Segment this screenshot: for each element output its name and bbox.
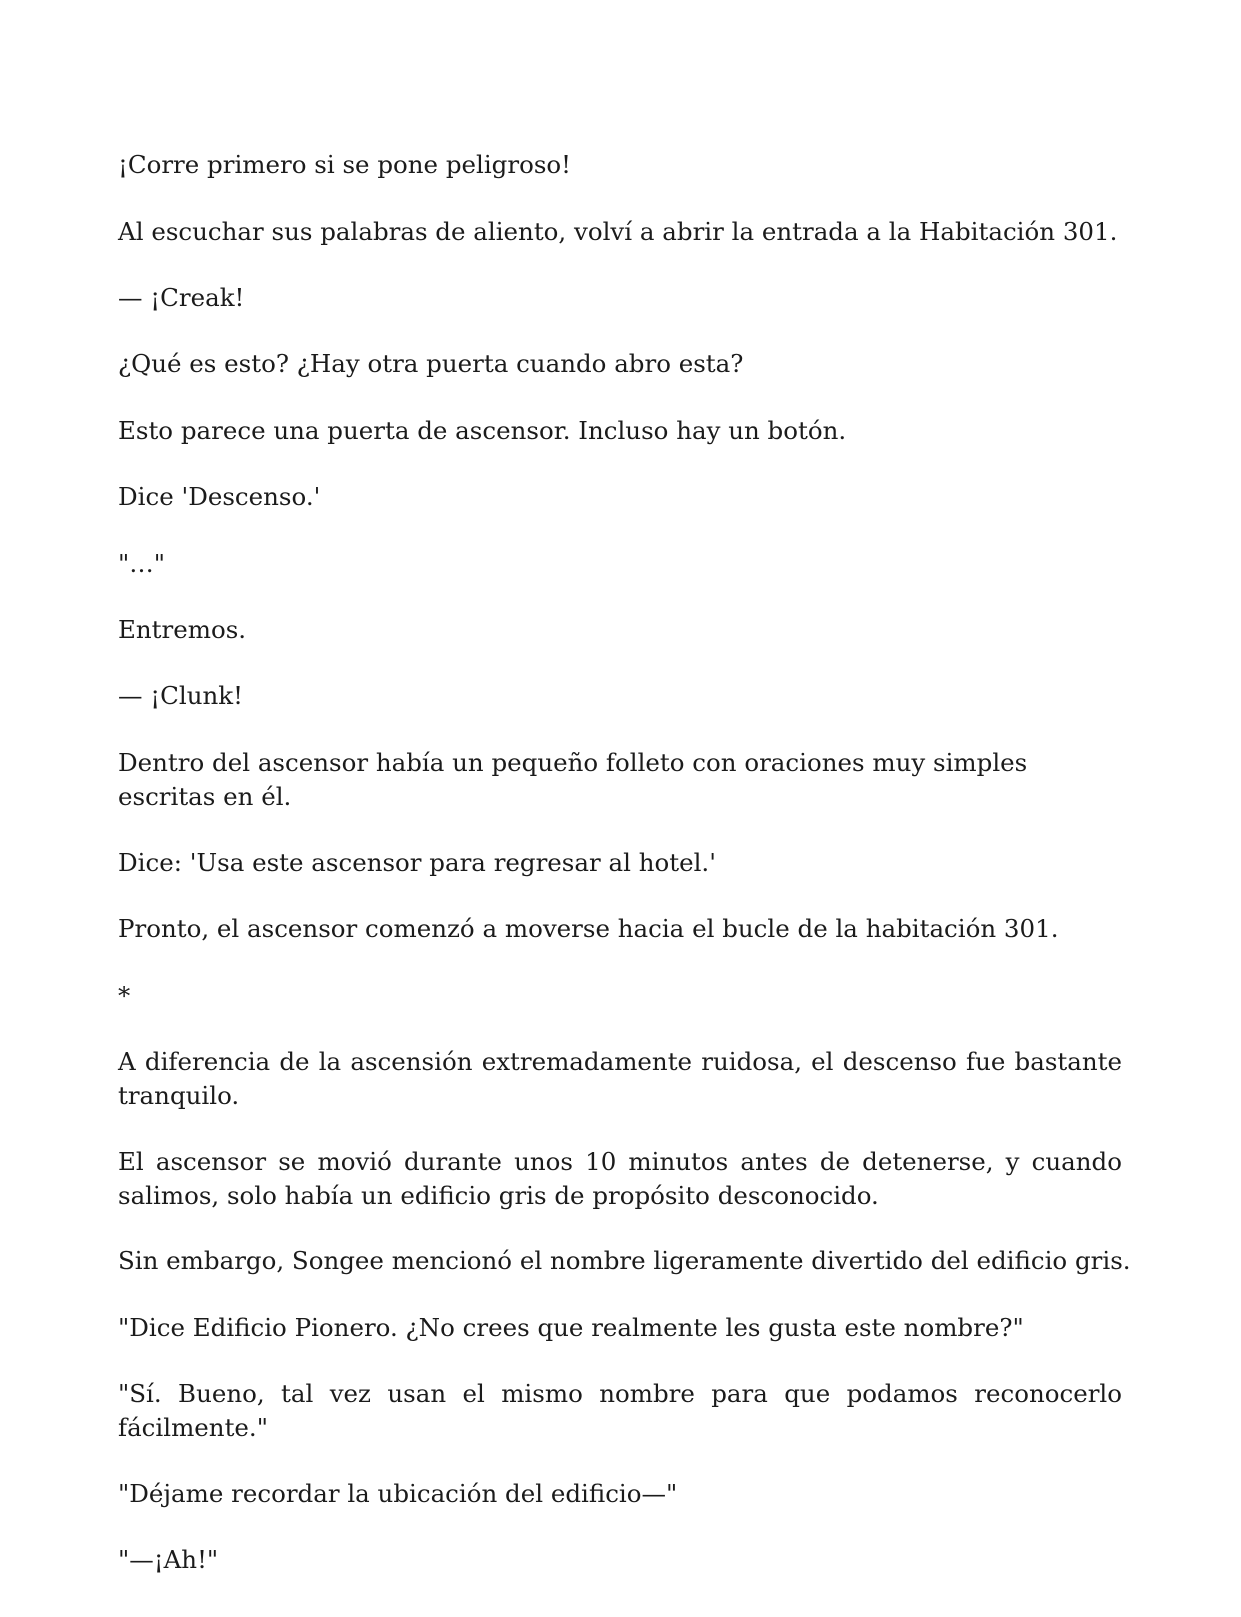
paragraph: Sin embargo, Songee mencionó el nombre ligeramente divertido del edificio gris. [118,1246,1131,1275]
paragraph: "Sí. Bueno, tal vez usan el mismo nombre para que podamos reconocerlo fácilmente." [118,1379,1122,1442]
paragraph: El ascensor se movió durante unos 10 minutos antes de detenerse, y cuando salimos, solo había un edificio gris de propósito desconocido. [118,1147,1122,1210]
paragraph: "Dice Edificio Pionero. ¿No crees que realmente les gusta este nombre?" [118,1313,1024,1342]
paragraph: — ¡Creak! [118,283,245,312]
paragraph: "…" [118,549,166,578]
paragraph: Entremos. [118,615,247,644]
paragraph: Dice 'Descenso.' [118,482,321,511]
paragraph: ¿Qué es esto? ¿Hay otra puerta cuando abro esta? [118,349,744,378]
paragraph: — ¡Clunk! [118,681,243,710]
paragraph: Pronto, el ascensor comenzó a moverse hacia el bucle de la habitación 301. [118,914,1059,943]
paragraph: A diferencia de la ascensión extremadamente ruidosa, el descenso fue bastante tranquilo. [118,1047,1122,1110]
scene-break: * [118,981,131,1010]
paragraph: "Déjame recordar la ubicación del edificio—" [118,1479,678,1508]
paragraph: Dice: 'Usa este ascensor para regresar al hotel.' [118,848,716,877]
paragraph: Al escuchar sus palabras de aliento, volví a abrir la entrada a la Habitación 301. [118,217,1118,246]
paragraph: Esto parece una puerta de ascensor. Incluso hay un botón. [118,416,847,445]
paragraph: "—¡Ah!" [118,1545,219,1574]
paragraph: Dentro del ascensor había un pequeño folleto con oraciones muy simples escritas en él. [118,748,1028,811]
paragraph: ¡Corre primero si se pone peligroso! [118,150,571,179]
